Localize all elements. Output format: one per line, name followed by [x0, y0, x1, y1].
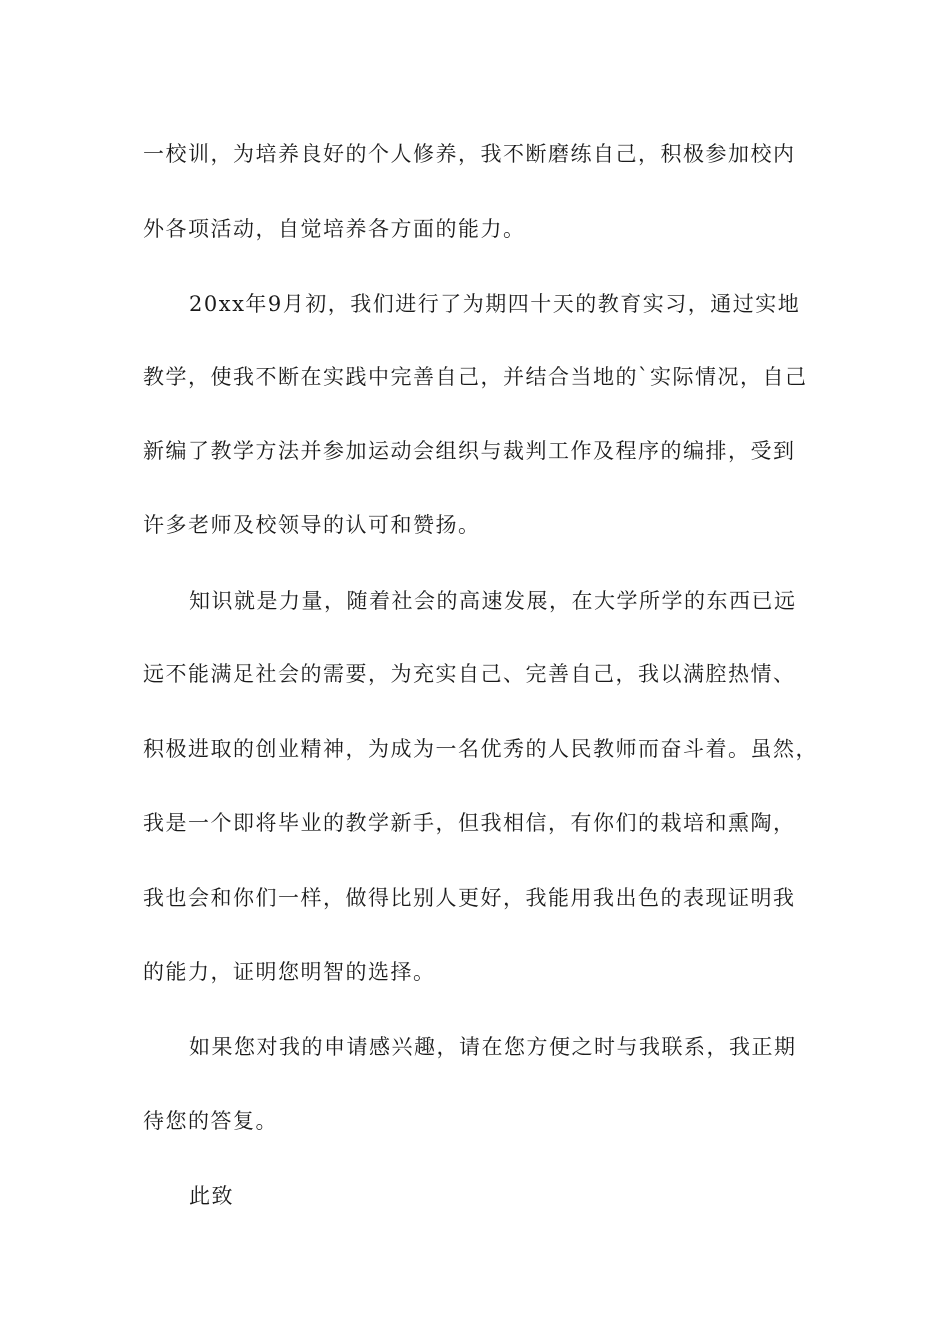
- text-line: 外各项活动，自觉培养各方面的能力。: [143, 217, 526, 241]
- text-line: 我也会和你们一样，做得比别人更好，我能用我出色的表现证明我: [143, 886, 796, 910]
- text-line: 教学，使我不断在实践中完善自己，并结合当地的`实际情况，自己: [143, 365, 808, 389]
- paragraph-start-line: 20xx年9月初，我们进行了为期四十天的教育实习，通过实地: [189, 292, 801, 316]
- text-line: 积极进取的创业精神，为成为一名优秀的人民教师而奋斗着。虽然，: [143, 737, 818, 761]
- text-line: 的能力，证明您明智的选择。: [143, 960, 436, 984]
- text-line: 远不能满足社会的需要，为充实自己、完善自己，我以满腔热情、: [143, 662, 796, 686]
- text-line: 一校训，为培养良好的个人修养，我不断磨练自己，积极参加校内: [143, 142, 796, 166]
- paragraph-start-line: 如果您对我的申请感兴趣，请在您方便之时与我联系，我正期: [189, 1035, 797, 1059]
- closing-salutation: 此致: [189, 1184, 234, 1208]
- text-line: 待您的答复。: [143, 1109, 278, 1133]
- text-line: 许多老师及校领导的认可和赞扬。: [143, 513, 481, 537]
- text-line: 新编了教学方法并参加运动会组织与裁判工作及程序的编排，受到: [143, 439, 796, 463]
- text-line: 我是一个即将毕业的教学新手，但我相信，有你们的栽培和熏陶，: [143, 811, 796, 835]
- paragraph-start-line: 知识就是力量，随着社会的高速发展，在大学所学的东西已远: [189, 589, 797, 613]
